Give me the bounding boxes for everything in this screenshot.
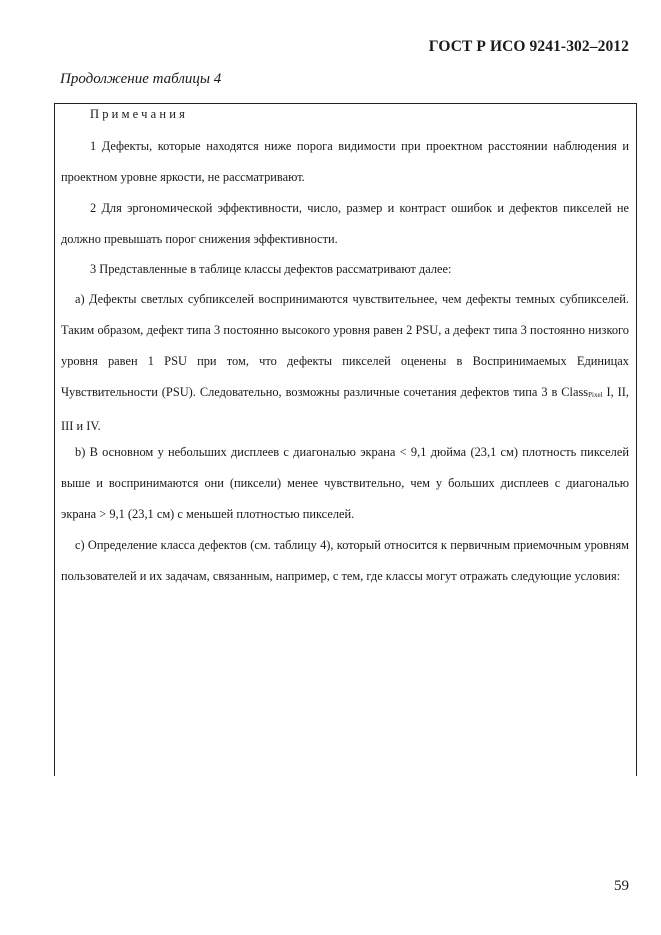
page-number: 59 [614,878,629,894]
note-item-a-tail: I, II, III и IV. [61,385,629,433]
note-2: 2 Для эргономической эффективности, число, размер и контраст ошибок и дефектов пикселей не должно превышать порог снижения эффективности. [61,201,629,246]
note-item-a [61,284,629,442]
note-item-a-text: a) Дефекты светлых субпикселей воспринимаются чувствительнее, чем дефекты темных субпикселей. Таким образом, дефект типа 3 постоянно высокого уровня равен 2 PSU, а дефект типа 3 постоянно низкого уровня равен 1 PSU при том, что дефекты пикселей оценены в Воспринимаемых Единицах Чувствительности (PSU). Следовательно, возможны различные сочетания дефектов типа 3 в Class [61,292,629,399]
table-continuation-label: Продолжение таблицы 4 [60,71,222,87]
notes-heading: Примечания [90,107,189,121]
note-3: 3 Представленные в таблице классы дефектов рассматривают далее: [90,262,452,276]
note-1: 1 Дефекты, которые находятся ниже порога видимости при проектном расстоянии наблюдения и проектном уровне яркости, не рассматривают. [61,139,629,184]
note-item-c: c) Определение класса дефектов (см. таблицу 4), который относится к первичным приемочным уровням пользователей и их задачам, связанным, например, с тем, где классы могут отражать следующие условия: [61,538,629,583]
standard-code: ГОСТ Р ИСО 9241-302–2012 [428,38,629,55]
class-pixel-subscript: Pixel [588,391,603,399]
note-item-b: b) В основном у небольших дисплеев с диагональю экрана < 9,1 дюйма (23,1 см) плотность пикселей выше и воспринимаются они (пиксели) менее чувствительно, чем у больших дисплеев с диагональю экрана > 9,1 (23,1 см) с меньшей плотностью пикселей. [61,445,629,521]
